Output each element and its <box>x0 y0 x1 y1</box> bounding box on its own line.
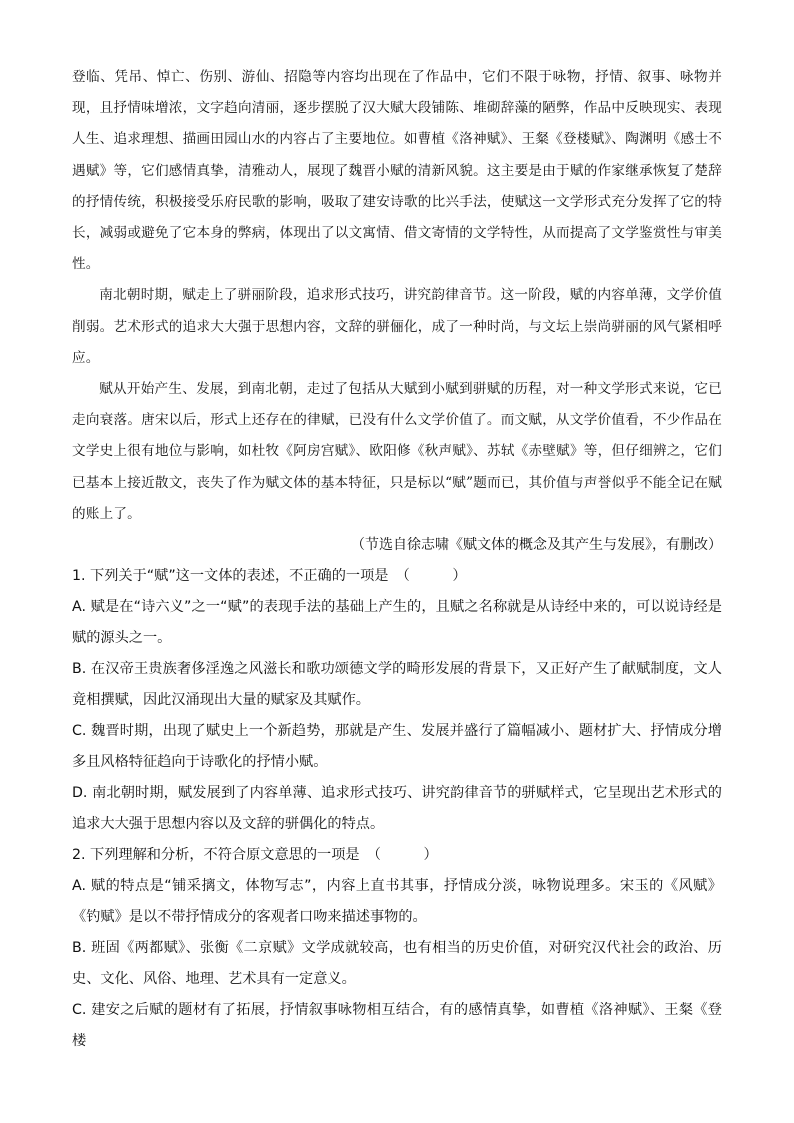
answer-option-b: B. 在汉帝王贵族奢侈淫逸之风滋长和歌功颂德文学的畸形发展的背景下，又正好产生了献赋制度，文人竟相撰赋，因此汉涌现出大量的赋家及其赋作。 <box>72 661 722 709</box>
passage-paragraph: 南北朝时期，赋走上了骈丽阶段，追求形式技巧，讲究韵律音节。这一阶段，赋的内容单薄，文学价值削弱。艺术形式的追求大大强于思想内容，文辞的骈俪化，成了一种时尚，与文坛上崇尚骈丽的风气紧相呼应。 <box>72 287 722 366</box>
document-page <box>72 62 722 1057</box>
passage-source: （节选自徐志啸《赋文体的概念及其产生与发展》，有删改） <box>351 537 722 554</box>
answer-option-c: C. 建安之后赋的题材有了拓展，抒情叙事咏物相互结合，有的感情真挚，如曹植《洛神赋》、王粲《登楼 <box>72 1002 722 1050</box>
question-1 <box>72 561 722 840</box>
answer-option-a: A. 赋是在“诗六义”之一“赋”的表现手法的基础上产生的，且赋之名称就是从诗经中来的，可以说诗经是赋的源头之一。 <box>72 599 722 647</box>
passage-paragraph: 登临、凭吊、悼亡、伤别、游仙、招隐等内容均出现在了作品中，它们不限于咏物，抒情、叙事、咏物并现，且抒情味增浓，文字趋向清丽，逐步摆脱了汉大赋大段铺陈、堆砌辞藻的陋弊，作品中反映现实、表现人生、追求理想、描画田园山水的内容占了主要地位。如曹植《洛神赋》、王粲《登楼赋》、陶渊明《感士不遇赋》等，它们感情真挚，清雅动人，展现了魏晋小赋的清新风貌。这主要是由于赋的作家继承恢复了楚辞的抒情传统，积极接受乐府民歌的影响，吸取了建安诗歌的比兴手法，使赋这一文学形式充分发挥了它的特长，减弱或避免了它本身的弊病，体现出了以文寓情、借文寄情的文学特性，从而提高了文学鉴赏性与审美性。 <box>72 69 722 273</box>
question-stem: 1. 下列关于“赋”这一文体的表述，不正确的一项是 （ ） <box>72 568 467 585</box>
passage-paragraph: 赋从开始产生、发展，到南北朝，走过了包括从大赋到小赋到骈赋的历程，对一种文学形式来说，它已走向衰落。唐宋以后，形式上还存在的律赋，已没有什么文学价值了。而文赋，从文学价值看，不少作品在文学史上很有地位与影响，如杜牧《阿房宫赋》、欧阳修《秋声赋》、苏轼《赤壁赋》等，但仔细辨之，它们已基本上接近散文，丧失了作为赋文体的基本特征，只是标以“赋”题而已，其价值与声誉似乎不能全记在赋的账上了。 <box>72 381 722 522</box>
answer-option-b: B. 班固《两都赋》、张衡《二京赋》文学成就较高，也有相当的历史价值，对研究汉代社会的政治、历史、文化、风俗、地理、艺术具有一定意义。 <box>72 940 722 988</box>
reading-passage <box>72 62 722 530</box>
question-2 <box>72 840 722 1057</box>
answer-option-a: A. 赋的特点是“铺采摛文，体物写志”，内容上直书其事，抒情成分淡，咏物说理多。宋玉的《风赋》《钓赋》是以不带抒情成分的客观者口吻来描述事物的。 <box>72 878 722 926</box>
answer-option-d: D. 南北朝时期，赋发展到了内容单薄、追求形式技巧、讲究韵律音节的骈赋样式，它呈现出艺术形式的追求大大强于思想内容以及文辞的骈偶化的特点。 <box>72 785 722 833</box>
answer-option-c: C. 魏晋时期，出现了赋史上一个新趋势，那就是产生、发展并盛行了篇幅减小、题材扩大、抒情成分增多且风格特征趋向于诗歌化的抒情小赋。 <box>72 723 722 771</box>
question-stem: 2. 下列理解和分析，不符合原文意思的一项是 （ ） <box>72 847 438 864</box>
